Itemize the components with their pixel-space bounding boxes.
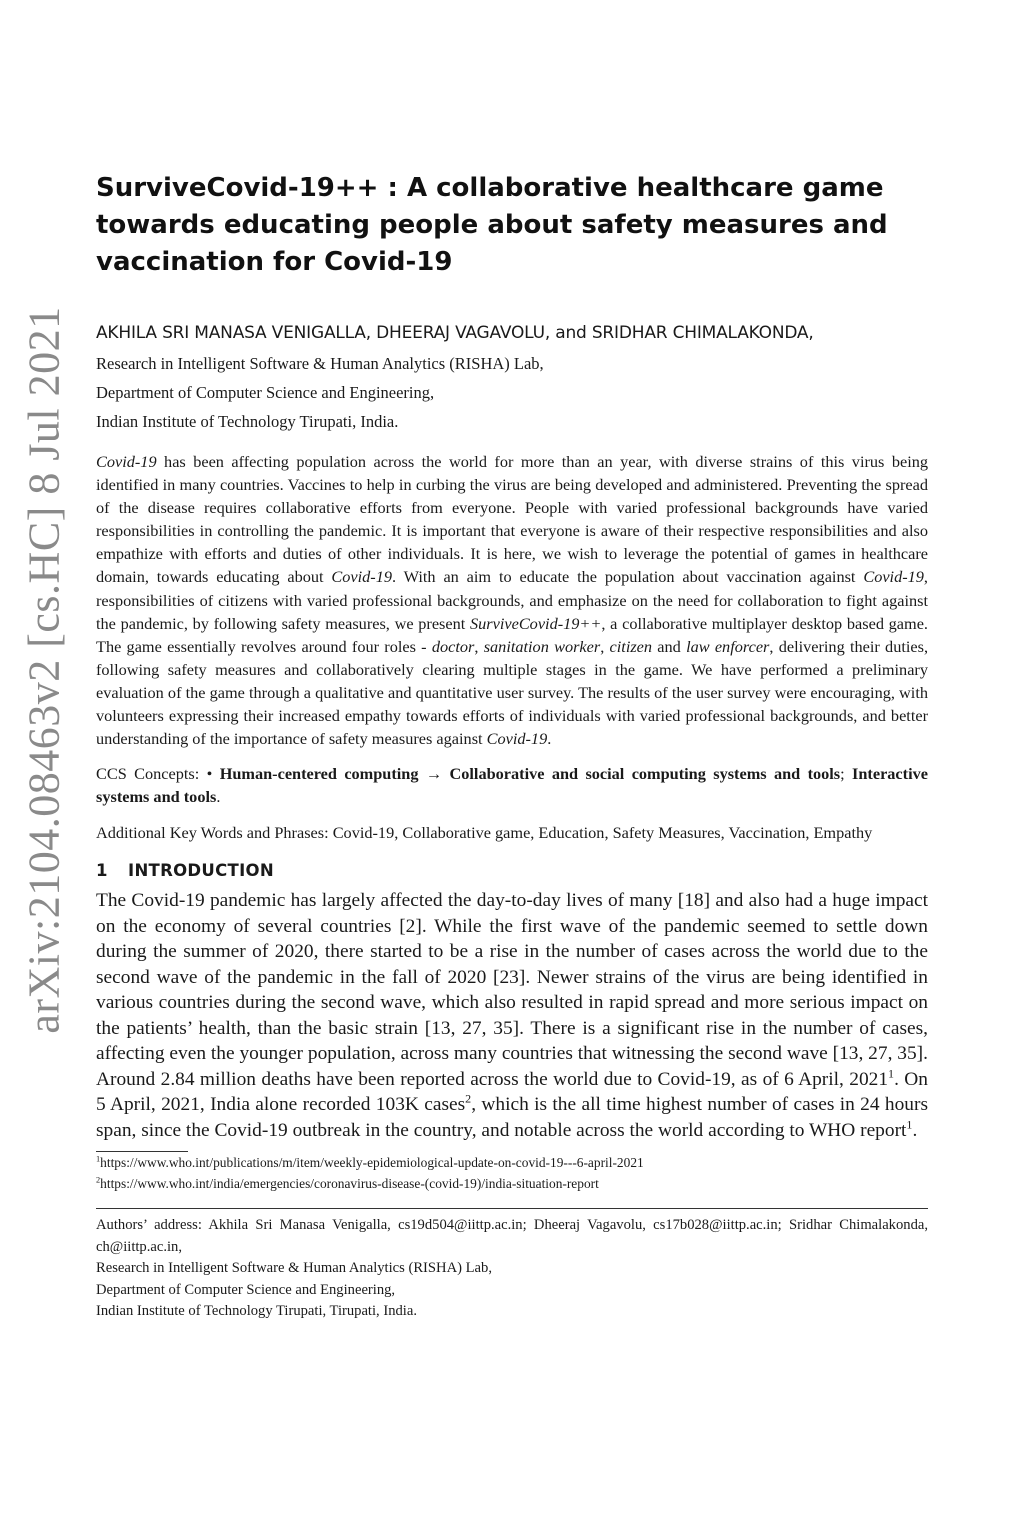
address-line: Authors’ address: Akhila Sri Manasa Venigalla, cs19d504@iittp.ac.in; Dheeraj Vagavolu, cs17b028@iittp.ac.in; Sridhar Chimalakonda, ch@iittp.ac.in, <box>96 1217 928 1255</box>
role-doctor: doctor <box>431 636 475 656</box>
authors-address <box>96 1215 928 1323</box>
section-number: 1 <box>96 861 108 881</box>
footnote-2: $^2$https://www.who.int/india/emergencies/coronavirus-disease-(covid-19)/india-situation-report <box>96 1175 599 1192</box>
role-sanitation-worker: sanitation worker <box>483 636 601 656</box>
affiliation-block <box>96 349 928 436</box>
affiliation-institute: Indian Institute of Technology Tirupati, India. <box>96 412 399 431</box>
abstract: Covid-19 has been affecting population across the world for more than an year, with diverse strains of this virus being identified in many countries. Vaccines to help in curbing the virus are being developed and administered. Preventing the spread of the disease requires collaborative efforts from everyone. People with varied professional backgrounds have varied responsibilities in controlling the pandemic. It is important that everyone is aware of their respective responsibilities and also empathize with efforts and duties of other individuals. It is here, we wish to leverage the potential of games in healthcare domain, towards educating about Covid-19. With an aim to educate the population about vaccination against Covid-19, responsibilities of citizens with varied professional backgrounds, and emphasize on the need for collaboration to fight against the pandemic, by following safety measures, we present SurviveCovid-19++, a collaborative multiplayer desktop based game. The game essentially revolves around four roles - doctor, sanitation worker, citizen and law enforcer, delivering their duties, following safety measures and collaboratively clearing multiple stages in the game. We have performed a preliminary evaluation of the game through a qualitative and quantitative user survey. The results of the user survey were encouraging, with volunteers expressing their increased empathy towards efforts of individuals with varied professional backgrounds, and better understanding of the importance of safety measures against Covid-19. <box>96 452 929 749</box>
footnote-url[interactable]: https://www.who.int/publications/m/item/weekly-epidemiological-update-on-covid-19---6-april-2021 <box>100 1155 644 1171</box>
arxiv-identifier: arXiv:2104.08463v2 [cs.HC] 8 Jul 2021 <box>19 306 69 1034</box>
keywords: Additional Key Words and Phrases: Covid-19, Collaborative game, Education, Safety Measures, Vaccination, Empathy <box>96 823 873 843</box>
footnote-1: $^1$https://www.who.int/publications/m/item/weekly-epidemiological-update-on-covid-19---6-april-2021 <box>96 1154 644 1171</box>
footnote-url[interactable]: https://www.who.int/india/emergencies/coronavirus-disease-(covid-19)/india-situation-report <box>100 1176 599 1192</box>
ccs-concepts: CCS Concepts: • Human-centered computing → Collaborative and social computing systems and tools; Interactive systems and tools. <box>96 764 928 807</box>
arxiv-sidebar-stamp <box>14 306 74 1034</box>
introduction-paragraph: The Covid-19 pandemic has largely affected the day-to-day lives of many [18] and also had a huge impact on the economy of several countries [2]. While the first wave of the pandemic seemed to settle down during the summer of 2020, there started to be a rise in the number of cases across the world due to the second wave of the pandemic in the fall of 2020 [23]. Newer strains of the virus are being identified in various countries during the second wave, which also resulted in rapid spread and more serious impact on the patients’ health, than the basic strain [13, 27, 35]. There is a significant rise in the number of cases, affecting even the younger population, across many countries that witnessing the second wave [13, 27, 35]. Around 2.84 million deaths have been reported across the world due to Covid-19, as of 6 April, 2021$^1$. On 5 April, 2021, India alone recorded 103K cases$^2$, which is the all time highest number of cases in 24 hours span, since the Covid-19 outbreak in the country, and notable across the world according to WHO report$^1$. <box>96 890 929 1141</box>
abstract-term: Covid-19 <box>96 452 157 471</box>
footnote-ref: 1 <box>906 1117 913 1132</box>
ccs-concept-2: Interactive systems and tools <box>96 764 928 807</box>
role-law-enforcer: law enforcer <box>686 636 770 656</box>
address-rule <box>96 1208 928 1209</box>
section-title: INTRODUCTION <box>128 861 274 881</box>
affiliation-lab: Research in Intelligent Software & Human Analytics (RISHA) Lab, <box>96 354 544 373</box>
footnote-ref: 2 <box>465 1091 472 1106</box>
game-name: SurviveCovid-19++ <box>470 613 602 633</box>
author-list: AKHILA SRI MANASA VENIGALLA, DHEERAJ VAGAVOLU, and SRIDHAR CHIMALAKONDA, <box>96 323 814 343</box>
section-heading <box>96 861 928 880</box>
address-line: Indian Institute of Technology Tirupati, Tirupati, India. <box>96 1303 417 1320</box>
role-citizen: citizen <box>609 636 653 656</box>
ccs-concept-1: Human-centered computing → Collaborative and social computing systems and tools <box>219 764 841 784</box>
address-line: Department of Computer Science and Engineering, <box>96 1281 396 1298</box>
address-line: Research in Intelligent Software & Human Analytics (RISHA) Lab, <box>96 1260 492 1277</box>
paper-title: SurviveCovid-19++ : A collaborative healthcare game towards educating people about safety measures and vaccination for Covid-19 <box>96 173 888 277</box>
footnote-ref: 1 <box>888 1066 895 1081</box>
paper-first-page <box>96 170 928 1323</box>
affiliation-department: Department of Computer Science and Engineering, <box>96 383 435 402</box>
